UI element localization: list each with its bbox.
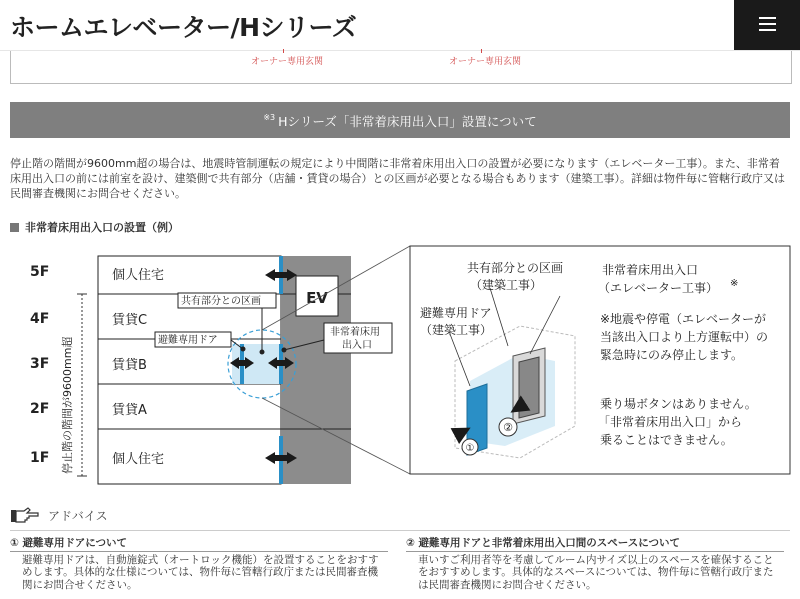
floor-label: 1F [30,450,50,466]
red-marker [481,49,482,53]
room-label: 賃貸B [112,358,147,373]
tip-divider [10,551,388,552]
section-banner [10,102,790,138]
detail-note1: ※地震や停電（エレベーターが [600,312,767,326]
advice-divider [10,530,790,531]
badge-1-text: ① [465,443,475,454]
callout-emergency-label: 出入口 [342,340,372,351]
detail-door-label: （建築工事） [420,323,493,337]
detail-note2: 乗り場ボタンはありません。 [600,397,757,411]
advice-label: アドバイス [48,509,108,523]
banner-title: Hシリーズ「非常着床用出入口」設置について [278,114,537,129]
elevator-door-panel [519,357,539,418]
detail-note2: 「非常着床用出入口」から [598,415,743,429]
floor-label: 2F [30,401,50,417]
room-label: 賃貸A [112,403,147,418]
floor-label: 4F [30,311,50,327]
site-title[interactable]: ホームエレベーター/Hシリーズ [10,13,357,42]
tip-title: ② 避難専用ドアと非常着床用出入口間のスペースについて [406,537,680,549]
owner-entrance-label: オーナー専用玄関 [449,57,522,67]
detail-note2: 乗ることはできません。 [600,433,733,447]
tip-title: ① 避難専用ドアについて [10,537,128,549]
callout-emergency-label: 非常着床用 [330,327,380,338]
description-text: 停止階の階間が9600mm超の場合は、地震時管制運転の規定により中間階に非常着床用出入口の設置が必要になります（エレベーター工事）。また、非常着床用出入口の前には前室を設け、建築側で共有部分（店舗・賃貸の場合）との区画が必要となる場合もあります（建築工事）。詳細は物件毎に管轄行政庁又は民間審査機関にお問合せください。 [10,157,786,200]
detail-shared-label: 共有部分との区画 [467,261,564,275]
room-label: 個人住宅 [112,452,165,467]
ev-label: EV [306,289,328,307]
owner-entrance-label: オーナー専用玄関 [251,57,324,67]
room-label: 個人住宅 [112,268,165,283]
detail-emergency-label: （エレベーター工事） [598,281,719,295]
hamburger-menu-icon[interactable] [734,0,800,50]
advice-tip-2 [406,537,784,591]
banner-note-mark: ※3 [263,113,276,122]
pointing-hand-icon [10,506,40,526]
detail-note1: 緊急時にのみ停止します。 [600,348,744,362]
red-marker [283,49,284,53]
advice-tip-1 [10,537,388,591]
tip-body: 避難専用ドアは、自動施錠式（オートロック機能）を設置することをおすすめします。具体的な仕様については、物件毎に管轄行政庁または民間審査機関にお問合せください。 [22,553,379,591]
detail-emergency-label: 非常着床用出入口 [602,263,699,277]
tip-divider [406,551,784,552]
tip-body: 車いすご利用者等を考慮してルーム内サイズ以上のスペースを確保することをおすすめします。具体的なスペースについては、物件毎に管轄行政庁または民間審査機関にお問合せください。 [418,553,774,591]
callout-shared-label: 共有部分との区画 [181,296,261,307]
floor-label: 3F [30,356,50,372]
room-label: 賃貸C [112,313,148,328]
badge-2-text: ② [503,421,513,434]
callout-dot [282,348,287,353]
detail-emergency-mark: ※ [730,278,739,289]
height-label: 停止階の階間が9600mm超 [61,336,74,474]
detail-note1: 当該出入口より上方運転中）の [600,330,769,344]
diagram-section-title-text: 非常着床用出入口の設置（例） [25,221,179,234]
callout-dot [241,347,246,352]
floor-label: 5F [30,264,50,280]
diagram-section-title [10,219,179,235]
top-figure-bottom-edge [10,51,792,84]
callout-dot [260,350,265,355]
callout-door-label: 避難専用ドア [158,335,218,346]
site-header [0,0,800,51]
detail-shared-label: （建築工事） [470,278,543,292]
emergency-exit-diagram [0,236,800,500]
detail-door-label: 避難専用ドア [420,306,492,320]
square-bullet-icon [10,223,19,232]
